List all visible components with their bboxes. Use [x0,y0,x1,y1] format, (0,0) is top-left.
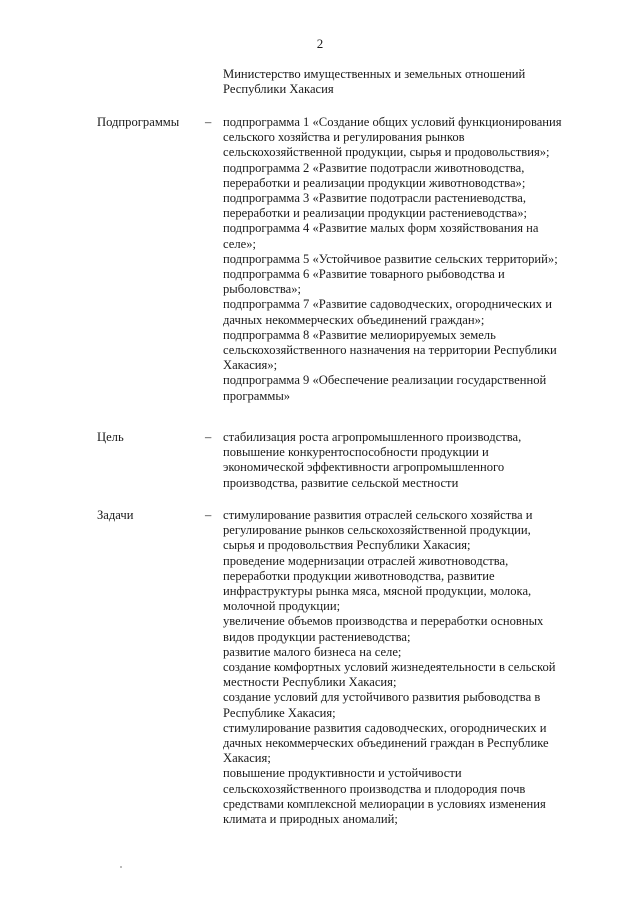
section-label: Цель [97,430,124,444]
section-text-line: подпрограмма 7 «Развитие садоводческих, огороднических и [223,297,552,312]
section-text-line: видов продукции растениеводства; [223,629,411,644]
header-line: Министерство имущественных и земельных отношений [223,67,526,81]
section-dash: – [205,115,212,129]
section-text-line: молочной продукции; [223,599,341,614]
section-text-line: подпрограмма 6 «Развитие товарного рыбоводства и [223,267,505,281]
section-text-line: повышение продуктивности и устойчивости [223,766,462,781]
section-text-line: сырья и продовольствия Республики Хакасия; [223,538,471,553]
section-text-line: переработки и реализации продукции растениеводства»; [223,206,527,221]
section-text-line: развитие малого бизнеса на селе; [223,644,402,659]
section-text-line: создание комфортных условий жизнедеятельности в сельской [223,660,556,674]
section-text-line: производства, развитие сельской местности [223,475,459,490]
scan-speck [120,866,122,868]
section-text-line: экономической эффективности агропромышленного [223,460,505,475]
section-text-line: местности Республики Хакасия; [223,675,397,690]
section-text-line: климата и природных аномалий; [223,812,398,826]
section-text-line: сельскохозяйственного производства и плодородия почв [223,781,526,796]
section-dash: – [205,508,212,522]
section-text-line: сельскохозяйственного назначения на территории Республики [223,343,557,357]
header-line: Республики Хакасия [223,82,334,96]
section-text-line: дачных некоммерческих объединений граждан в Республике [223,736,549,750]
section-text-line: селе»; [223,236,257,251]
section-text-line: повышение конкурентоспособности продукции и [223,445,489,460]
section-text-line: Республике Хакасия; [223,705,336,720]
section-text-line: проведение модернизации отраслей животноводства, [223,553,509,568]
section-text-line: сельского хозяйства и регулирования рынков [223,130,465,145]
section-text-line: подпрограмма 3 «Развитие подотрасли растениеводства, [223,191,527,205]
section-text-line: стимулирование развития отраслей сельского хозяйства и [223,508,533,522]
section-text-line: дачных некоммерческих объединений граждан»; [223,312,485,327]
section-text-line: подпрограмма 5 «Устойчивое развитие сельских территорий»; [223,251,558,266]
section-text-line: переработки продукции животноводства, развитие [223,568,495,583]
section-text-line: подпрограмма 8 «Развитие мелиорируемых земель [223,327,496,342]
section-text-line: стабилизация роста агропромышленного производства, [223,430,522,444]
page-number: 2 [316,36,324,51]
section-text-line: увеличение объемов производства и переработки основных [223,614,544,629]
section-text-line: инфраструктуры рынка мяса, мясной продукции, молока, [223,584,532,598]
section-text-line: Хакасия; [223,751,271,766]
section-text-line: подпрограмма 9 «Обеспечение реализации государственной [223,373,547,388]
section-text-line: регулирование рынков сельскохозяйственной продукции, [223,523,531,538]
section-text-line: подпрограмма 1 «Создание общих условий функционирования [223,115,562,129]
section-text-line: Хакасия»; [223,358,278,373]
section-dash: – [205,430,212,444]
section-text-line: создание условий для устойчивого развития рыбоводства в [223,690,541,705]
section-text-line: стимулирование развития садоводческих, огороднических и [223,720,547,735]
section-text-line: подпрограмма 2 «Развитие подотрасли животноводства, [223,160,525,175]
section-text-line: переработки и реализации продукции животноводства»; [223,175,526,190]
section-text-line: программы» [223,388,291,403]
section-text-line: сельскохозяйственной продукции, сырья и продовольствия»; [223,145,550,160]
section-label: Задачи [97,508,134,522]
section-label: Подпрограммы [97,115,180,129]
section-text-line: средствами комплексной мелиорации в условиях изменения [223,796,546,811]
section-text-line: рыболовства»; [223,282,302,297]
section-text-line: подпрограмма 4 «Развитие малых форм хозяйствования на [223,221,539,236]
